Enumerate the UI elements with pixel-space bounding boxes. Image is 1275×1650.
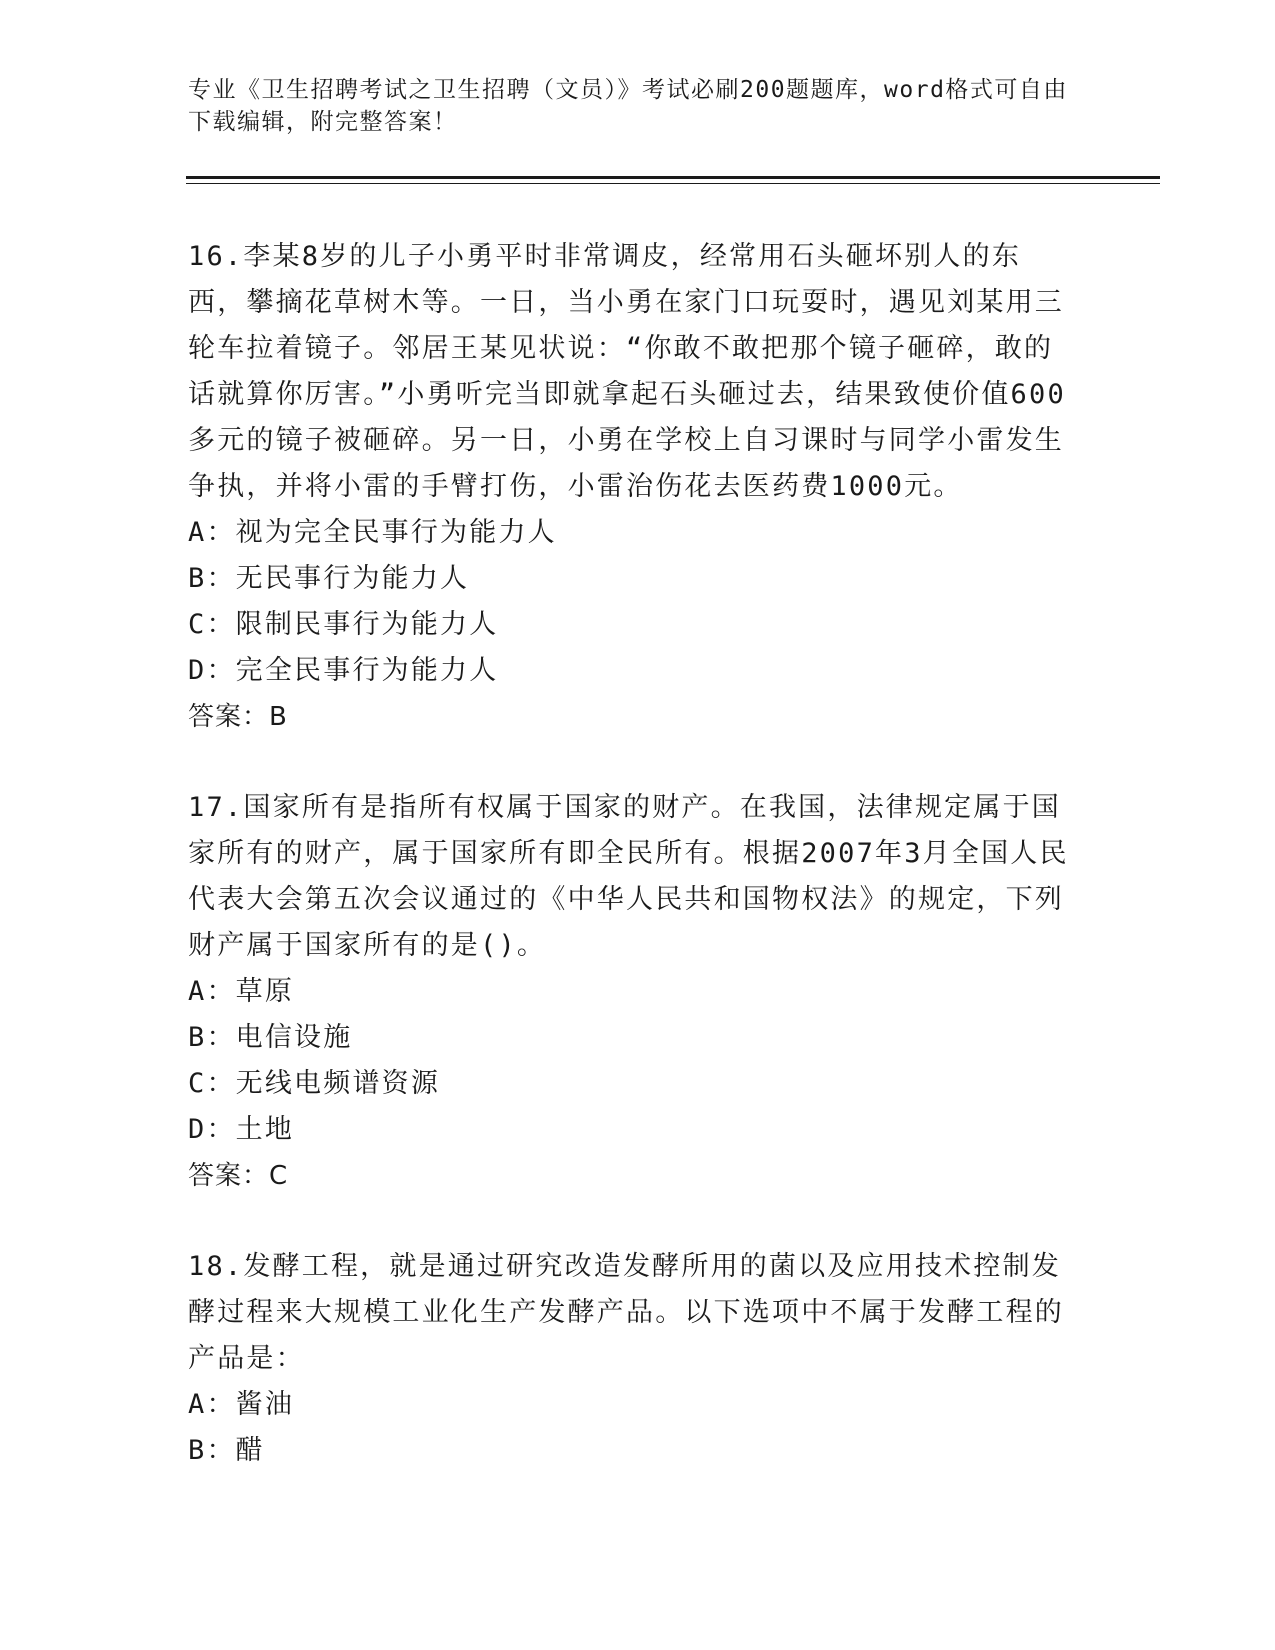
answer-line: 答案：C (188, 1161, 289, 1191)
option-d: D：土地 (188, 1114, 295, 1145)
option-a: A：草原 (188, 976, 295, 1007)
document-header: 专业《卫生招聘考试之卫生招聘（文员）》考试必刷200题题库，word格式可自由下载编辑，附完整答案！ (188, 77, 1068, 135)
option-b: B：电信设施 (188, 1022, 353, 1053)
header-divider-thick (186, 176, 1160, 179)
option-d: D：完全民事行为能力人 (188, 655, 499, 686)
question-18 (188, 1244, 1078, 1474)
header-divider-thin (186, 183, 1160, 184)
option-a: A：视为完全民事行为能力人 (188, 517, 557, 548)
option-c: C：无线电频谱资源 (188, 1068, 441, 1099)
option-a: A：酱油 (188, 1389, 295, 1420)
question-stem: 16.李某8岁的儿子小勇平时非常调皮，经常用石头砸坏别人的东西，攀摘花草树木等。一日，当小勇在家门口玩耍时，遇见刘某用三轮车拉着镜子。邻居王某见状说：“你敢不敢把那个镜子砸碎，敢的话就算你厉害。”小勇听完当即就拿起石头砸过去，结果致使价值600多元的镜子被砸碎。另一日，小勇在学校上自习课时与同学小雷发生争执，并将小雷的手臂打伤，小雷治伤花去医药费1000元。 (188, 241, 1066, 502)
option-c: C：限制民事行为能力人 (188, 609, 499, 640)
option-b: B：醋 (188, 1435, 265, 1466)
question-16 (188, 234, 1078, 740)
question-stem: 18.发酵工程，就是通过研究改造发酵所用的菌以及应用技术控制发酵过程来大规模工业化生产发酵产品。以下选项中不属于发酵工程的产品是： (188, 1251, 1064, 1374)
answer-line: 答案：B (188, 702, 288, 732)
question-17 (188, 785, 1078, 1199)
option-b: B：无民事行为能力人 (188, 563, 470, 594)
question-stem: 17.国家所有是指所有权属于国家的财产。在我国，法律规定属于国家所有的财产，属于国家所有即全民所有。根据2007年3月全国人民代表大会第五次会议通过的《中华人民共和国物权法》的规定，下列财产属于国家所有的是()。 (188, 792, 1069, 961)
